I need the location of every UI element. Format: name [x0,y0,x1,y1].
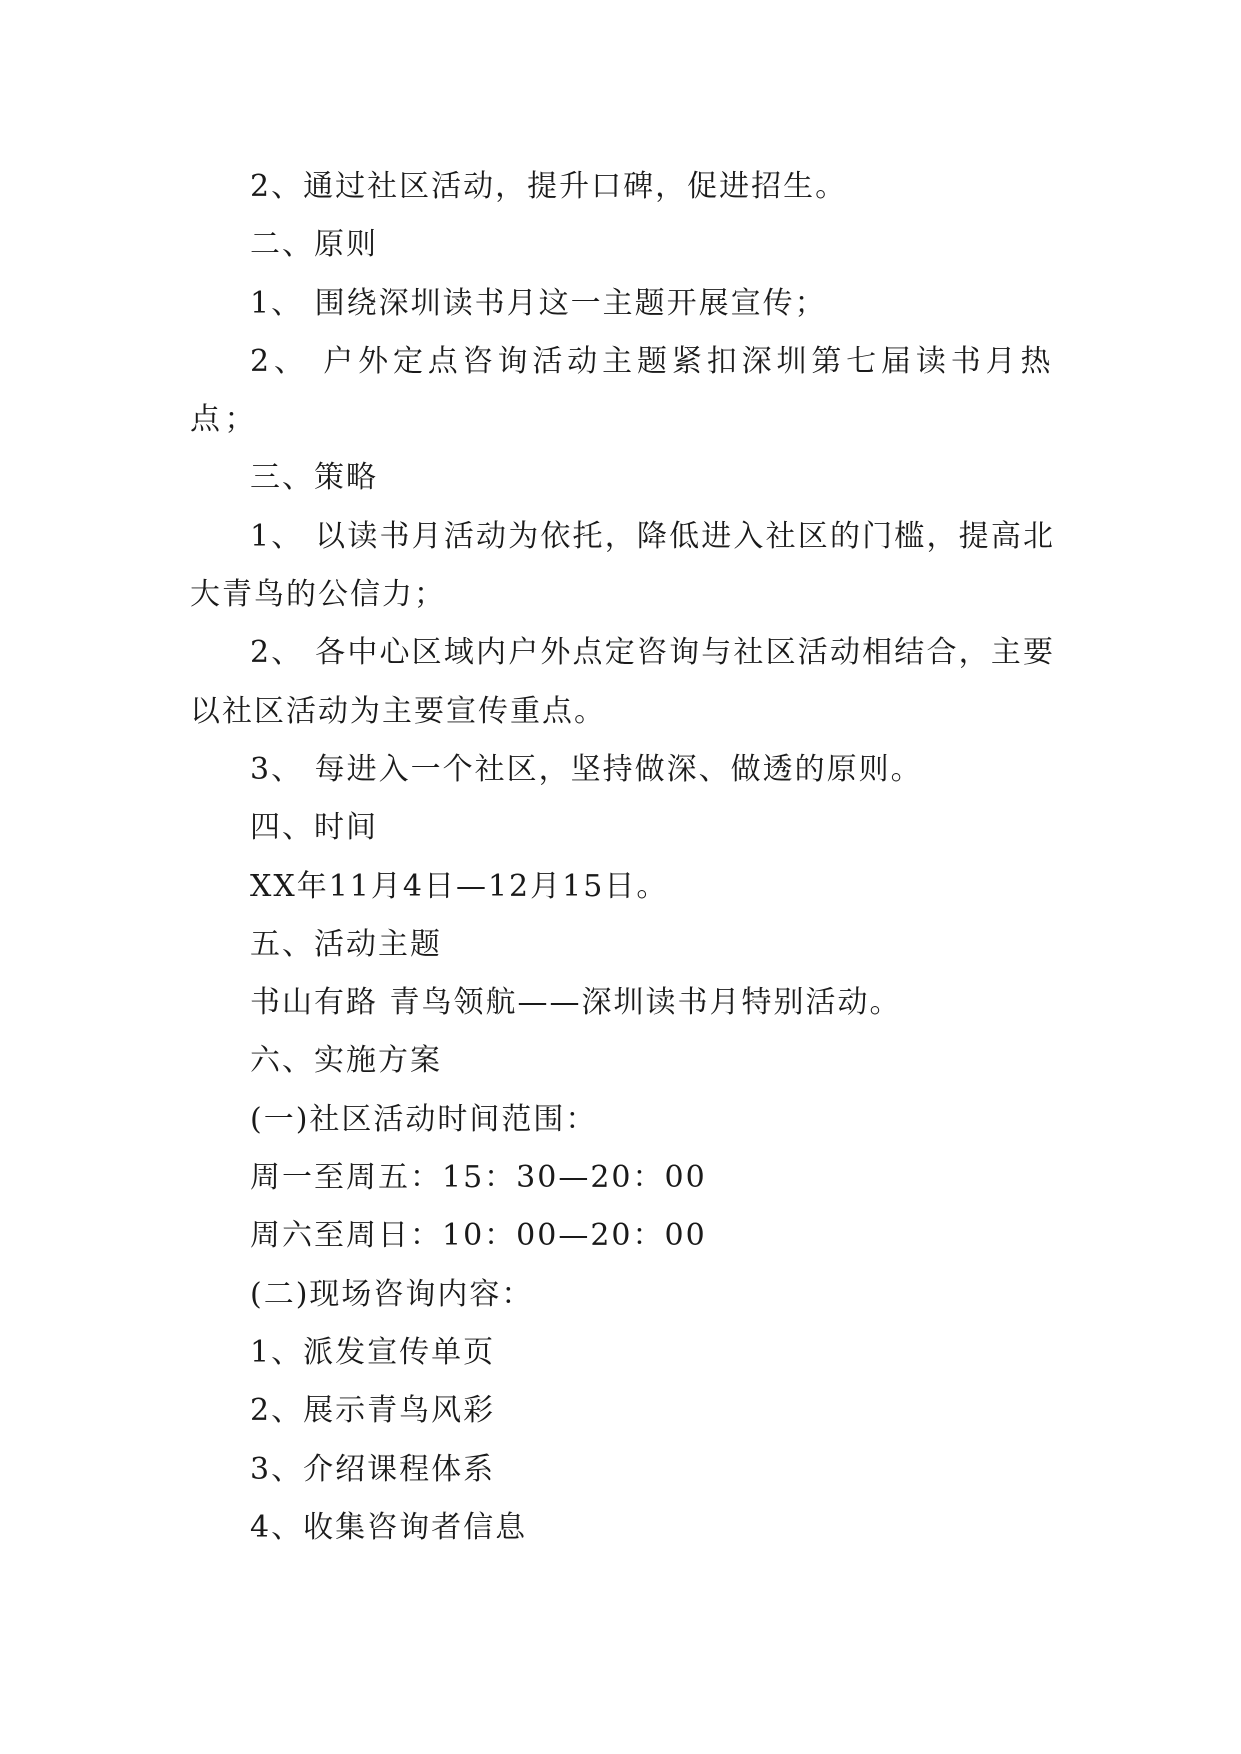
paragraph-strategy-2: 2、 各中心区域内户外点定咨询与社区活动相结合，主要以社区活动为主要宣传重点。 [190,635,1055,729]
heading-time: 四、时间 [250,810,378,846]
paragraph-principle-1: 1、 围绕深圳读书月这一主题开展宣传； [250,285,827,321]
list-item-flyers: 1、派发宣传单页 [250,1334,496,1370]
paragraph-principle-2: 2、 户外定点咨询活动主题紧扣深圳第七届读书月热点； [190,343,1055,438]
document-body [190,158,1055,1557]
list-item-showcase: 2、展示青鸟风彩 [250,1393,496,1429]
list-item-collect-info: 4、收集咨询者信息 [250,1509,528,1545]
list-item-courses: 3、介绍课程体系 [250,1451,496,1487]
paragraph-date-range: XX年11月4日—12月15日。 [250,868,669,904]
paragraph-strategy-1: 1、 以读书月活动为依托，降低进入社区的门槛，提高北大青鸟的公信力； [190,518,1055,613]
paragraph-weekend-hours: 周六至周日：10：00—20：00 [250,1218,707,1254]
paragraph-theme: 书山有路 青鸟领航——深圳读书月特别活动。 [250,985,902,1021]
heading-theme: 五、活动主题 [250,926,442,962]
heading-principles: 二、原则 [250,227,378,263]
heading-implementation: 六、实施方案 [250,1043,442,1079]
paragraph-weekday-hours: 周一至周五：15：30—20：00 [250,1160,707,1196]
paragraph-strategy-3: 3、 每进入一个社区，坚持做深、做透的原则。 [250,751,923,787]
heading-strategy: 三、策略 [250,460,378,496]
paragraph-goal-2: 2、通过社区活动，提升口碑，促进招生。 [250,169,848,204]
subheading-time-range: (一)社区活动时间范围： [250,1101,598,1137]
subheading-consultation: (二)现场咨询内容： [250,1276,534,1312]
